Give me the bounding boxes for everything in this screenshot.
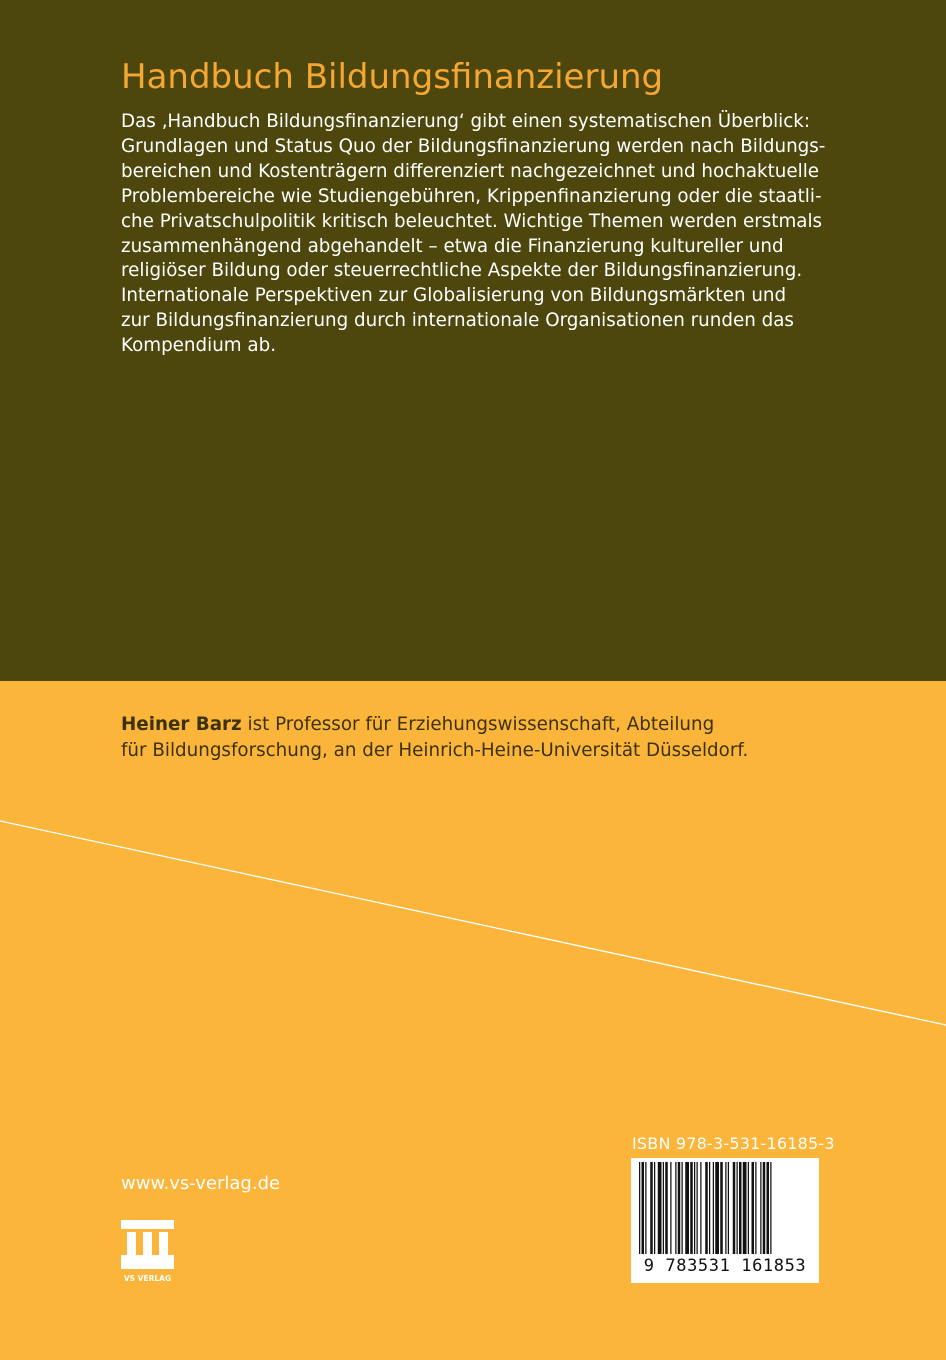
blurb-line: Problembereiche wie Studiengebühren, Krippenfinanzierung oder die staatli- (121, 185, 822, 207)
barcode-bar (725, 1162, 726, 1254)
blurb-line: Grundlagen und Status Quo der Bildungsfinanzierung werden nach Bildungs- (121, 135, 826, 157)
author-bio-line: für Bildungsforschung, an der Heinrich-Heine-Universität Düsseldorf. (121, 740, 749, 761)
barcode-bar (760, 1162, 761, 1254)
barcode-bar (682, 1162, 683, 1254)
barcode-bar (685, 1162, 689, 1254)
barcode-bar (639, 1162, 640, 1254)
author-bio (121, 712, 748, 764)
blurb-line: Das ‚Handbuch Bildungsfinanzierung‘ gibt einen systematischen Überblick: (121, 111, 811, 132)
barcode-bar (752, 1162, 755, 1254)
barcode-bar (715, 1162, 719, 1254)
blurb-line: che Privatschulpolitik kritisch beleuchtet. Wichtige Themen werden erstmals (121, 210, 823, 232)
blurb-line: Kompendium ab. (121, 335, 277, 357)
barcode-bar (690, 1162, 693, 1254)
publisher-website[interactable]: www.vs-verlag.de (121, 1173, 281, 1194)
blurb-line: zusammenhängend abgehandelt – etwa die Finanzierung kultureller und (121, 235, 784, 257)
barcode-bar (670, 1162, 671, 1254)
barcode-bar (663, 1162, 664, 1254)
author-bio-line (121, 712, 748, 738)
barcode-bar (650, 1162, 653, 1254)
logo-text: VS VERLAG (123, 1274, 172, 1283)
barcode-bar (642, 1162, 645, 1254)
barcode-bar (654, 1162, 655, 1254)
barcode-bar (748, 1162, 749, 1254)
barcode-digits: 9 783531 161853 (643, 1256, 807, 1276)
barcode-bar (728, 1162, 729, 1254)
blurb-line: zur Bildungsfinanzierung durch internationale Organisationen runden das (121, 310, 794, 332)
barcode-bar (678, 1162, 681, 1254)
barcode-bar (645, 1162, 646, 1254)
barcode (631, 1158, 819, 1283)
barcode-bar (658, 1162, 662, 1254)
book-title: Handbuch Bildungsfinanzierung (121, 57, 664, 97)
barcode-bar (694, 1162, 695, 1254)
barcode-bar (697, 1162, 698, 1254)
barcode-bar (720, 1162, 723, 1254)
author-bio-text: ist Professor für Erziehungswissenschaft, Abteilung (241, 714, 715, 735)
barcode-bar (705, 1162, 708, 1254)
barcode-bar (733, 1162, 736, 1254)
isbn-label: ISBN 978-3-531-16185-3 (632, 1134, 835, 1153)
barcode-bar (743, 1162, 747, 1254)
blurb-line: bereichen und Kostenträgern differenziert nachgezeichnet und hochaktuelle (121, 160, 820, 182)
barcode-bar (675, 1162, 676, 1254)
blurb-line: Internationale Perspektiven zur Globalisierung von Bildungsmärkten und (121, 285, 787, 307)
barcode-icon (637, 1162, 813, 1254)
barcode-bar (665, 1162, 668, 1254)
vs-verlag-logo-icon (121, 1220, 174, 1284)
barcode-bar (713, 1162, 714, 1254)
barcode-bar (737, 1162, 738, 1254)
barcode-bar (709, 1162, 710, 1254)
barcode-bar (767, 1162, 770, 1254)
barcode-bar (739, 1162, 742, 1254)
author-name: Heiner Barz (121, 714, 242, 735)
blurb-line: religiöser Bildung oder steuerrechtliche Aspekte der Bildungsfinanzierung. (121, 260, 803, 282)
barcode-bar (700, 1162, 701, 1254)
barcode-bar (770, 1162, 771, 1254)
barcode-bar (755, 1162, 756, 1254)
barcode-bar (763, 1162, 766, 1254)
